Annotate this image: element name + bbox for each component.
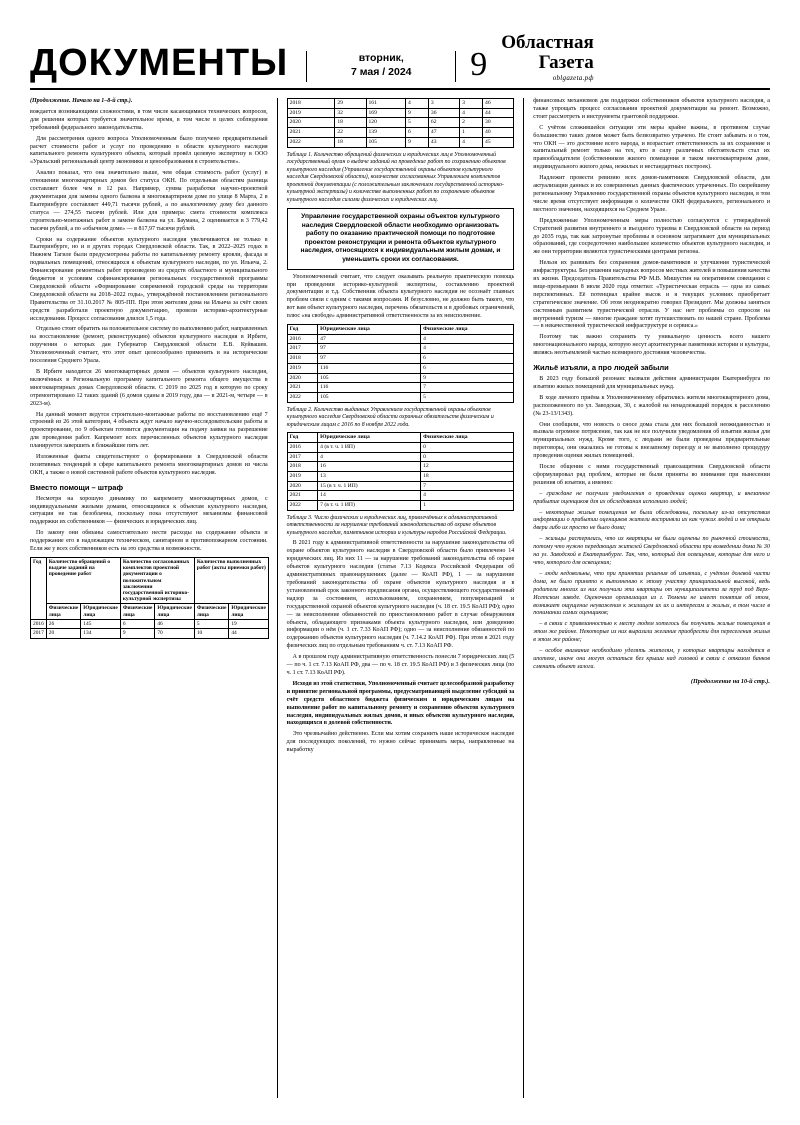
page-title: ДОКУМЕНТЫ <box>30 42 289 84</box>
table-row <box>31 604 269 619</box>
table-row <box>287 354 514 364</box>
masthead <box>30 28 770 90</box>
col-header: Физические лица <box>421 325 514 335</box>
paragraph: В ходе личного приёма к Уполномоченному обратились жители многоквартирного дома, расположенного по ул. Заводская, 30, с жалобой на ненадлежащий порядок к расселению (№ 23-13/1343). <box>533 394 770 417</box>
list-item: – особое внимание необходимо уделять жителям, у которых квартиры находятся в ипотеке, иначе они могут остаться без крыши над головой в связи с отказом банков сменить объект залога. <box>533 648 770 670</box>
cell: 4 <box>460 108 483 118</box>
col-header-requests: Количество обращений о выдаче заданий на проведение работ <box>46 558 120 604</box>
cell: 2021 <box>287 491 318 501</box>
cell: 139 <box>366 128 405 138</box>
cell: 30 <box>483 118 514 128</box>
cell: 5 <box>194 619 229 628</box>
cell: 62 <box>428 118 459 128</box>
continuation-footer: (Продолжение на 10-й стр.). <box>690 677 770 685</box>
table-applications-continued <box>287 98 515 148</box>
cell: 2019 <box>287 108 335 118</box>
cell: 4 <box>405 99 428 109</box>
table-row <box>287 99 514 109</box>
article-columns <box>30 98 770 1098</box>
cell: 2022 <box>287 137 335 147</box>
table-obligations <box>287 324 515 403</box>
subheader: Физические лица <box>194 604 229 619</box>
section-heading: Жильё изъяли, а про людей забыли <box>533 363 669 373</box>
cell: 29 <box>335 99 366 109</box>
page-number: 9 <box>470 46 488 83</box>
brand <box>501 33 593 82</box>
subheader: Юридические лица <box>229 604 269 619</box>
cell: 18 <box>335 118 366 128</box>
paragraph: Анализ показал, что она значительно выше, чем общая стоимость работ (услуг) в отношении многоквартирных домов без статуса ОКН. По отдельным областям разница составляет более чем в 12 раз. Например, сумма разработки научно-проектной документации для замены одного балкона в многоквартирном доме по улице 8 Марта, 2 в Екатеринбурге составляет 449,71 тысячи рублей, а по аналогичному дому без данного статуса — 274,55 тысячи рублей. Или для примера: смета стоимости комплекса строительно-монтажных работ в замене балкона на ул. Баумана, 2 оценивается в 3 779,42 тысячи рублей, а по «обычном доме» — в 817,97 тысячи рублей. <box>30 170 268 232</box>
table-row <box>31 629 269 638</box>
cell: 47 <box>318 334 421 344</box>
cell: 10 <box>194 629 229 638</box>
col-header: Физические лица <box>421 433 514 443</box>
cell: 2018 <box>287 462 318 472</box>
table-row <box>287 392 514 402</box>
cell: 105 <box>366 137 405 147</box>
cell: 46 <box>483 99 514 109</box>
cell: 4 <box>421 491 514 501</box>
table-row <box>287 383 514 393</box>
issue-date-weekday: вторник, <box>358 51 404 64</box>
paragraph: Надлежит провести ревизию всех домов-памятников Свердловской области, для актуализации данных и их совершенных данных фактических утраченных. По скорейшему региональному Управлению государственной охраны объектов культурного наследия, в том числе время отсутствует информация о количестве ОКН федерального, регионального и местного значения, находящихся на Среднем Урале. <box>533 175 770 213</box>
paragraph: Нельзя их развивать без сохранения домов-памятников и улучшения туристической инфраструктуры. Без решения насущных вопросов местных жителей и повышения качества их жизни. Председатель Правительства РФ М.В. Мишустин на оперативном совещании с вице-премьерами 8 июля 2020 года отметил: «Туристическая отрасль — одна из самых перспективных. Её потенциал крайне высок и я текущих условиях приобретает стратегическое значение. Об этом неоднократно говорил Президент. Мы должны заняться системным развитием туристической отрасли. У нас нет проблемы со спросом на внутренний туризм — многие граждане хотят путешествовать по нашей стране. Проблема — в некачественной туристической инфраструктуре и сервиса.» <box>533 260 770 330</box>
cell: 7 <box>421 481 514 491</box>
table-row <box>287 491 514 501</box>
paragraph: Несмотря на хорошую динамику по капремонту многоквартирных домов, с индивидуальными жилыми домами, относящимися к объектам культурного наследия, ситуация не так безоблачна, поскольку пока отсутствуют механизмы финансовой поддержки их собственников — физических и юридических лиц. <box>30 495 268 526</box>
cell: 4 <box>421 344 514 354</box>
cell: 26 <box>46 619 81 628</box>
cell: 2021 <box>287 128 335 138</box>
cell: 4 (в т. ч. 1 ИП) <box>318 442 421 452</box>
subheader: Физические лица <box>120 604 155 619</box>
cell: 1 <box>460 128 483 138</box>
table-row <box>287 363 514 373</box>
brand-website: oblgazeta.рф <box>552 74 594 82</box>
list-item: – жильцы растерялись, что их квартиры не были оценены по рыночной стоимости, потому что нужно передающих жителей Свердловской области при возведении дома № 30 на ул. Заводской в Екатеринбурге. Так, что, который для освещения, которые для него и что, которого для освещения; <box>533 536 770 567</box>
cell: 105 <box>318 373 421 383</box>
table-row <box>287 472 514 482</box>
paragraph: Уполномоченный считает, что следует оказывать реальную практическую помощь при проведении историко-культурной экспертизы, составлению проектной документации и т.д. Собственник объекта культурного наследия не осознаёт главных проблем связи с одним с такими вопросами. И безусловно, не должно быть такого, что вот вам объект культурного наследия, перечень обязательств и в дробовых ограничений, плюс «на свободе» административной ответственности за их неисполнение. <box>286 273 515 320</box>
table-row <box>287 442 514 452</box>
cell: 2019 <box>287 363 318 373</box>
list-item: – в связи с привязанностью к месту людям хотелось бы получить жилые помещения в этом же районе. Некоторые из них выразили желание приобрести для переселения жилья в этом же районе; <box>533 621 770 644</box>
paragraph: Они сообщили, что новость о сносе дома стала для них большой неожиданностью и вызвала огромное потрясение, так как не все получили уведомления об изъятии жилья для муниципальных нужд. Кроме того, с людьми не были проведены предварительные переговоры, они оказались не готовы к внезапному переезду и не выполнено процедуру проведения оценки жилых помещений. <box>533 421 770 460</box>
cell: 2017 <box>287 452 318 462</box>
paragraph: В 2023 году большой резонанс вызвали действия администрации Екатеринбурга по изъятию жилых помещений для муниципальных нужд. <box>533 375 770 390</box>
cell: 6 <box>421 363 514 373</box>
subheader: Юридические лица <box>81 604 121 619</box>
cell: 0 <box>421 452 514 462</box>
cell: 2020 <box>287 373 318 383</box>
col-header-year: Год <box>31 558 47 620</box>
table-row <box>287 118 514 128</box>
cell: 2016 <box>287 442 318 452</box>
paragraph: Отдельно стоит обратить на положительное систему по выполнению работ, направленных на восстановление (ремонт, реконструкцию) объектов культурного наследия в Ирбите, поручения о которых дан Губернатор Свердловской области Е.В. Куйвашев. Уполномоченный считает, что этот опыт целесообразно применять и на исторические поселения Среднего Урала. <box>30 326 268 365</box>
cell: 97 <box>318 354 421 364</box>
cell: 5 <box>421 392 514 402</box>
subheader: Юридические лица <box>155 604 195 619</box>
paragraph: В 2021 году к административной ответственности за нарушение законодательства об охране объектов культурного наследия в Свердловской области было привлечено 14 юридических лиц. Из них 11 — за нарушение требований законодательства об охране объектов культурного наследия (статья 7.13 Кодекса Российской Федерации об административных правонарушениях (далее — КоАП РФ), 1 — за нарушение требований законодательства об охране объектов культурного наследия и в установленный срок законного предписания органа, осуществляющего государственный надзор за состоянием, использованием, сохранением, популяризацией и государственной охраной объектов культурного наследия (ч. 18 ст. 19.5 КоАП РФ); одно — за неисполнение обязанностей по приостановлению работ в случае обнаружения объекта, обладающего признаками объекта культурного наследия, или доведению информации о нём (ч. 1 ст. 7.33 КоАП РФ); одно — за неисполнение обязанностей по содержанию объектов культурного наследия (ч. 7.14.2 КоАП РФ). При этом в 2021 году физических лиц по отдельным требованиям ч. ст. 7.13 КоАП РФ. <box>286 540 515 650</box>
callout-box: Управление государственной охраны объектов культурного наследия Свердловской области необходимо организовать работу по оказанию практической помощи по подготовке проектом реконструкции и ремонта объектов культурного наследия, относящихся к индивидуальным жилым домам, и уменьшить сроки их согласования. <box>287 208 515 269</box>
cell: 14 <box>318 491 421 501</box>
cell: 12 <box>421 462 514 472</box>
paragraph: Для рассмотрения одного вопроса Уполномоченным было получено предварительный расчет стоимости работ и услуг по проведению в области культурного наследия капитального ремонта культурного объекта, который провёл целевую экспертизу в ООО «Уральский региональный центр экономики и ценообразования в строительстве». <box>30 135 268 166</box>
cell: 5 <box>405 118 428 128</box>
cell: 9 <box>120 629 155 638</box>
paragraph: В Ирбите находится 26 многоквартирных домов — объектов культурного наследия, включённых в Региональную программу капитального ремонта общего имущества в многоквартирных домах Свердловской области. С 2019 по 2025 год в которую по сроку отремонтировано 12 таких зданий (6 домов сданы в 2019 году, два — в 2021-м, четыре — в 2023-м). <box>30 369 268 407</box>
col-header: Юридические лица <box>318 433 421 443</box>
cell: 13 <box>318 472 421 482</box>
cell: 2021 <box>287 383 318 393</box>
cell: 32 <box>335 108 366 118</box>
cell: 44 <box>483 108 514 118</box>
cell: 134 <box>81 629 121 638</box>
cell: 46 <box>155 619 195 628</box>
list-item: – некоторые жилые помещения не были обследованы, поскольку из-за отсутствия информации о прибытии оценщиков жители восприняли их как чужих людей и не открыли двери либо их просто не было дома; <box>533 509 770 532</box>
paragraph: Поэтому так важно сохранить ту уникальную ценность всего нашего многонационального народа, которую несут архитектурные памятники истории и культуры, являясь неотъемлемой частью всемирного достояния человечества. <box>533 334 770 357</box>
table-row <box>287 433 514 443</box>
table-caption-2: Таблица 2. Количество выданных Управлением государственной охраны объектов культурного наследия Свердловской области охранных обязательств физическим и юридическим лицам с 2016 по 8 ноября 2022 года. <box>286 406 494 428</box>
cell: 20 <box>46 629 81 638</box>
issue-date <box>306 51 456 82</box>
cell: 3 <box>460 99 483 109</box>
table-row <box>287 325 514 335</box>
cell: 2019 <box>287 472 318 482</box>
cell: 2020 <box>287 118 335 128</box>
table-row <box>287 128 514 138</box>
cell: 7 <box>421 383 514 393</box>
table-row <box>287 137 514 147</box>
col-header: Год <box>287 433 318 443</box>
paragraph: После общения с ними государственный правозащитник Свердловской области сформулировал ряд проблем, которые не были приняты во внимание при вынесении решения об изъятии, а именно: <box>533 464 770 486</box>
cell: 7 (в т. ч. 1 ИП) <box>318 501 421 511</box>
cell: 120 <box>366 118 405 128</box>
cell: 2018 <box>287 99 335 109</box>
cell: 2016 <box>31 619 47 628</box>
cell: 169 <box>366 108 405 118</box>
cell: 1 <box>421 501 514 511</box>
cell: 161 <box>366 99 405 109</box>
table-row <box>287 452 514 462</box>
table-applications <box>30 557 269 639</box>
cell: 45 <box>483 137 514 147</box>
cell: 0 <box>421 442 514 452</box>
table-row <box>287 481 514 491</box>
col-header-completed: Количество выполненных работ (акты приемки работ) <box>194 558 268 604</box>
cell: 6 <box>405 128 428 138</box>
cell: 15 (в т. ч. 1 ИП) <box>318 481 421 491</box>
table-row <box>31 619 269 628</box>
paragraph: Сроки на содержание объектов культурного наследия увеличиваются не только в Екатеринбурге, но и в других городах Свердловской области. Так, в 2022–2025 годах в Нижнем Тагиле были предусмотрены работы по капитальному ремонту кровли, фасада и подвальных помещений, относящихся к объектам культурного наследия, по ул. Ильича, 2. Финансирование ремонтных работ произведено из средств областного и муниципального бюджетов и условиям софинансирования региональных государственной программы Свердловской области «Формирование современной городской среды на территории Свердловской области на 2018–2022 годы», утверждённой постановлением регионального Правительства от 31.10.2017 № 805-ПП. При этом жителям дома на Ильича за счёт своих средств разработали проектную документацию, провели историко-архитектурные исследования. Процесс согласования длился 1,5 года. <box>30 236 268 322</box>
cell: 2018 <box>287 354 318 364</box>
table-row <box>287 373 514 383</box>
table-liability <box>287 432 515 511</box>
cell: 40 <box>483 128 514 138</box>
paragraph: финансовых механизмов для поддержки собственников объектов культурного наследия, а также упрощать процесс согласования проектной документации на ремонт. Возможно, стоит рассмотреть и инструменты грантовой поддержки. <box>533 98 770 120</box>
cell: 22 <box>335 128 366 138</box>
cell: 2022 <box>287 501 318 511</box>
subheader: Физические лица <box>46 604 81 619</box>
table-row <box>287 501 514 511</box>
column-3 <box>523 98 770 1098</box>
col-header: Год <box>287 325 318 335</box>
paragraph: вождается возникающими сложностями, в том числе касающимися технических вопросов, для решения которых требуется значительное время, в том числе в целях соблюдения требований федерального законодательства. <box>30 108 268 131</box>
cell: 4 <box>460 137 483 147</box>
table-row <box>287 334 514 344</box>
cell: 9 <box>421 373 514 383</box>
cell: 3 <box>428 99 459 109</box>
cell: 70 <box>155 629 195 638</box>
paragraph: По закону они обязаны самостоятельно нести расходы на содержание объекта и поддержание его в надлежащем техническом, санитарном и противопожарном состоянии. Если же у всех собственников есть на это средства и возможности. <box>30 530 268 553</box>
cell: 116 <box>318 383 421 393</box>
paragraph: Изложенные факты свидетельствуют о формировании в Свердловской области позитивных тенденций в сфере капитального ремонта многоквартирных домов из числа ОКН, а также о новой системной работе объектов культурного наследия. <box>30 454 268 476</box>
cell: 44 <box>229 629 269 638</box>
paragraph: На данный момент ведутся строительно-монтажные работы по восстановлению ещё 7 строений из 26 этой категории, 4 объекта ждут начало научно-исследовательские работы и проектирование, по 9 объектам готовится документация на подачу заявки на разрешение для проведения работ. Капремонт всех перечисленных объектов культурного наследия планируется завершить в ближайшие пять лет. <box>30 411 268 450</box>
cell: 97 <box>318 344 421 354</box>
cell: 18 <box>335 137 366 147</box>
cell: 47 <box>428 128 459 138</box>
section-heading: Вместо помощи – штраф <box>30 482 124 492</box>
cell: 116 <box>318 363 421 373</box>
cell: 43 <box>428 137 459 147</box>
table-row <box>31 558 269 604</box>
cell: 6 <box>421 354 514 364</box>
col-header-approved: Количество согласованных комплектов проектной документации о положительном заключении государственной историко-культурной экспертизы <box>120 558 194 604</box>
cell: 18 <box>421 472 514 482</box>
col-header: Юридические лица <box>318 325 421 335</box>
list-item: – люди недовольны, что при принятии решения об изъятии, с учётом долевой части дома, не было принято к выполнению к этому участку принципиальной высокой, ведь родители многих из них получили эти квартиры от муниципалитета за труд под Верх-Исетском заводе. Оценочная организация из г. Тюмени не имеет понятия об этом, возникает ощущение неуважения к жилищем их их и интересам и жилых, в том числе в понимании самих оценщиков; <box>533 570 770 617</box>
table-row <box>287 344 514 354</box>
cell: 4 <box>318 452 421 462</box>
issue-date-number: 7 мая / 2024 <box>351 65 412 78</box>
list-item: – граждане не получили уведомления о проведении оценки квартир, и внезапное прибытие оценщиков для их обследования исполнило людей; <box>533 490 770 505</box>
cell: 2016 <box>287 334 318 344</box>
cell: 2022 <box>287 392 318 402</box>
column-2 <box>277 98 524 1098</box>
table-row <box>287 462 514 472</box>
table-caption-3: Таблица 3. Число физических и юридических лиц, привлечённых к административной ответственности за нарушение требований законодательства об охране объектов культурного наследия, памятников истории и культуры народов Российской Федерации. <box>286 514 507 536</box>
cell: 2 <box>460 118 483 128</box>
cell: 105 <box>318 392 421 402</box>
cell: 2020 <box>287 481 318 491</box>
paragraph: Это чрезвычайно действенно. Если мы хотим сохранить наше историческое наследие для последующих поколений, то нужно сейчас принимать меры, направленные на выработку <box>286 731 515 754</box>
cell: 9 <box>405 108 428 118</box>
cell: 9 <box>405 137 428 147</box>
cell: 6 <box>120 619 155 628</box>
table-caption-1: Таблица 1. Количество обращений физических и юридических лиц в Уполномоченный государственный орган о выдаче заданий на проведение работ по сохранению объектов культурного наследия (Управление государственной охраны объектов культурного наследия Свердловской области), количестве согласованных Управлением комплектов проектной документации (с положительным заключением государственной историко-культурной экспертизы) и количестве выполненных работ по сохранению объектов культурного наследия силами физических и юридических лиц. <box>286 151 506 203</box>
cell: 2017 <box>31 629 47 638</box>
cell: 145 <box>81 619 121 628</box>
column-1 <box>30 98 277 1098</box>
cell: 4 <box>421 334 514 344</box>
table-row <box>287 108 514 118</box>
brand-line-1: Областная <box>501 32 594 54</box>
cell: 36 <box>428 108 459 118</box>
brand-line-2: Газета <box>538 52 594 74</box>
continuation-note: (Продолжение. Начало на 1–8-й стр.). <box>30 98 133 104</box>
paragraph: А в прошлом году административную ответственность понесли 7 юридических лиц (5 — по ч. 1 ст. 7.13 КоАП РФ, два — по ч. 18 ст. 19.5 КоАП РФ) и 3 физических лица (по ч. 1 ст. 7.13 КоАП РФ). <box>286 654 515 676</box>
paragraph-bold: Исходя из этой статистики, Уполномоченный считает целесообразной разработку и принятие региональной программы, предусматривающей выделение субсидий за счёт средств областного бюджета физическим и юридическим лицам на выполнение работ по капитальному ремонту и сохранению объектов культурного наследия, индивидуальных жилых домов, и иных объектов культурного наследия, находящихся в долевой собственности. <box>286 680 515 727</box>
paragraph: С учётом сложившейся ситуации эти меры крайне важны, в противном случае большинство таких домов может быть безвозвратно утрачено. Не стоит забывать и о том, что ОКН — это достояние всего народа, и возрастает ответственность за их сохранение и капитальный ремонт только на тех, кто в силу различных обстоятельств стал их правообладателем (собственником жилого помещения в таком многоквартирном доме, индивидуального жилого дома, нежилых и нестандартных построек). <box>533 124 770 171</box>
cell: 16 <box>318 462 421 472</box>
cell: 2017 <box>287 344 318 354</box>
cell: 19 <box>229 619 269 628</box>
paragraph: Предложенные Уполномоченным меры полностью согласуются с утверждённой Стратегией развития внутреннего и въездного туризма в Свердловской области на период до 2035 года, так как затронутые проблемы в основном затрагивают для муниципальных образований, где сосредоточено наибольшее количество объектов культурного наследия, и же они территории являются туристическими центрами региона. <box>533 217 770 256</box>
